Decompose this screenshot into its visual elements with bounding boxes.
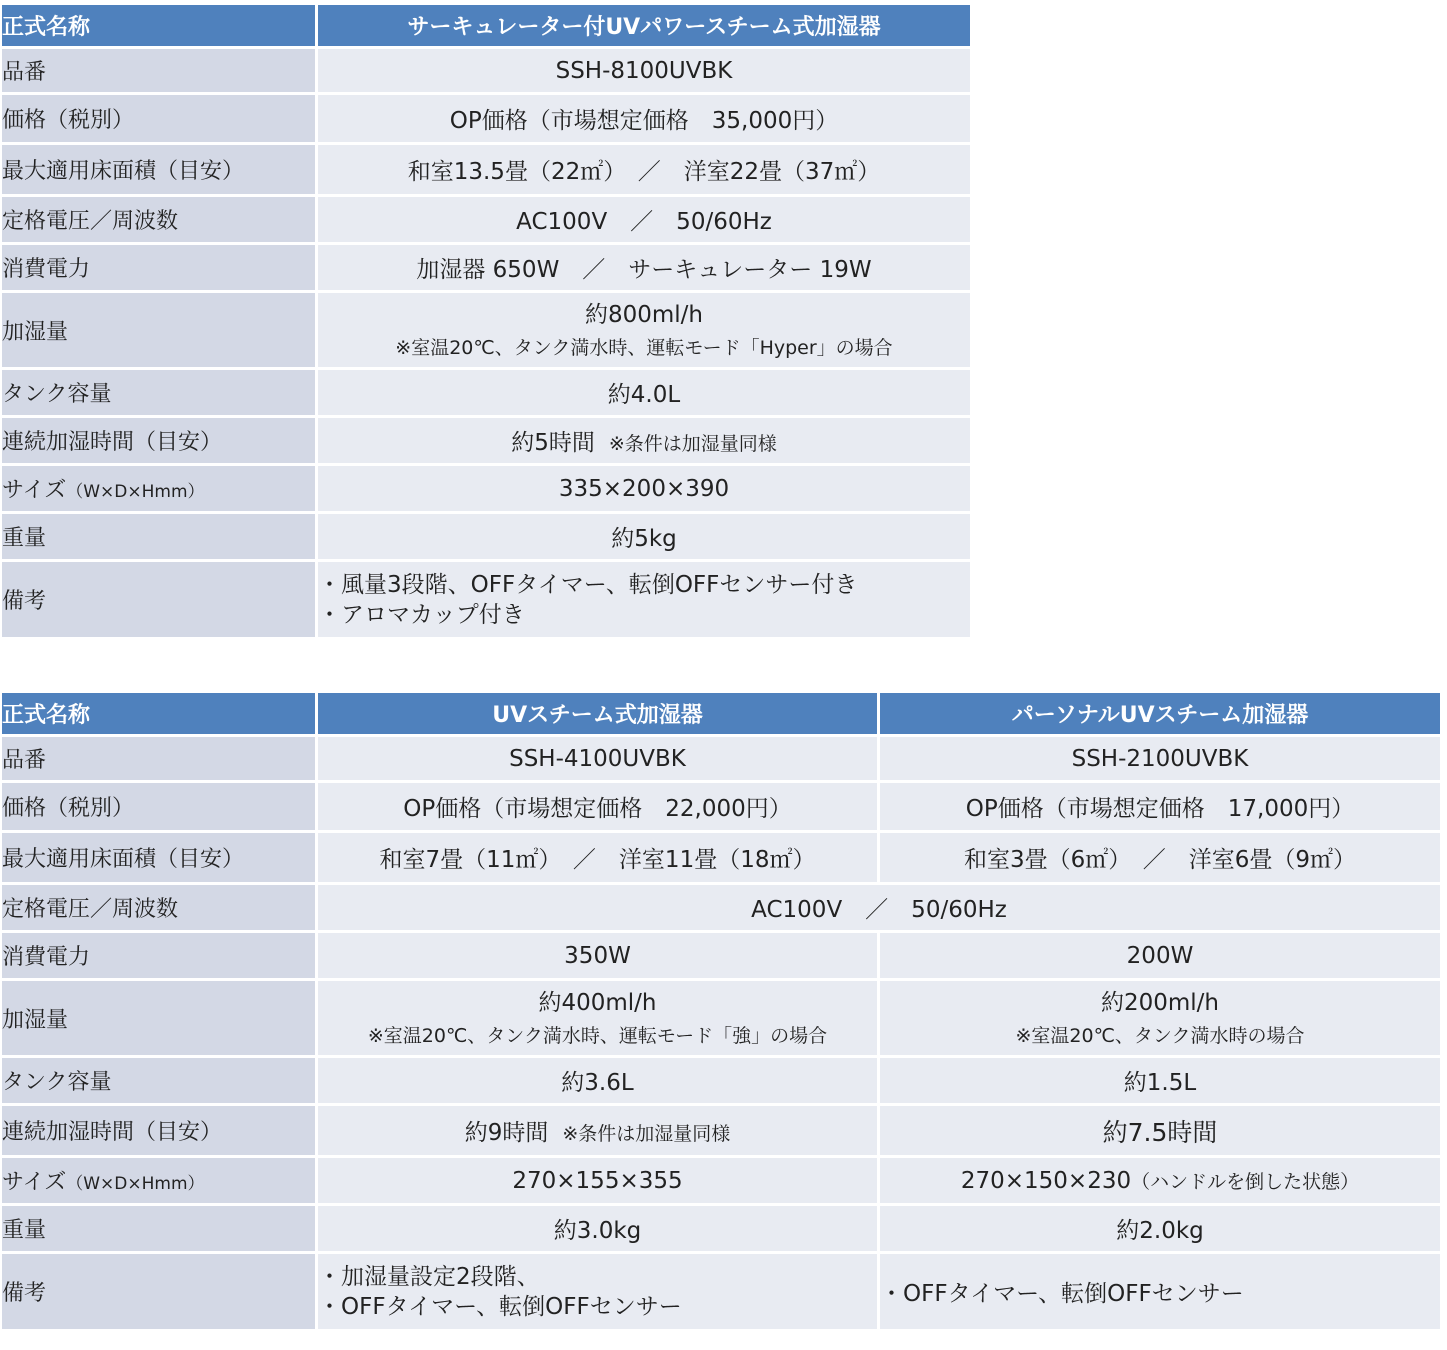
row-label: 定格電圧／周波数 [2,197,318,242]
row-time [2,1106,1440,1155]
size-unit: （W×D×Hmm） [66,482,205,502]
row-humidification [2,981,1440,1055]
voltage-value: AC100V ／ 50/60Hz [318,197,970,242]
humidification-b-value: 約200ml/h [1100,990,1220,1016]
time-b: 約7.5時間 [880,1106,1440,1155]
row-label: 価格（税別） [2,783,318,830]
part-no-a: SSH-4100UVBK [318,737,880,780]
time-a-cell [318,1106,880,1155]
spec-table-2 [2,690,1440,1332]
time-note: ※条件は加湿量同様 [608,433,777,455]
row-power [2,245,970,290]
row-label: 連続加湿時間（目安） [2,1106,318,1155]
row-label: 定格電圧／周波数 [2,885,318,930]
row-weight [2,1206,1440,1251]
power-value: 加湿器 650W ／ サーキュレーター 19W [318,245,970,290]
size-b-cell [880,1158,1440,1203]
size-b-value: 270×150×230 [960,1168,1132,1194]
power-b: 200W [880,933,1440,978]
size-value: 335×200×390 [318,466,970,511]
humidification-value: 約800ml/h [584,302,704,328]
tank-b: 約1.5L [880,1058,1440,1103]
row-label: 備考 [2,1254,318,1329]
row-label: 最大適用床面積（目安） [2,833,318,882]
power-a: 350W [318,933,880,978]
row-area [2,145,970,194]
row-remarks [2,1254,1440,1329]
humidification-a-value: 約400ml/h [538,990,657,1016]
time-a-note: ※条件は加湿量同様 [562,1123,731,1145]
size-label-cell [2,1158,318,1203]
row-label: 備考 [2,562,318,637]
row-label: タンク容量 [2,370,318,415]
row-tank [2,370,970,415]
header-row [2,5,970,46]
row-label: 品番 [2,737,318,780]
part-no-b: SSH-2100UVBK [880,737,1440,780]
row-label: 価格（税別） [2,95,318,142]
weight-a: 約3.0kg [318,1206,880,1251]
time-a-value: 約9時間 [464,1120,549,1146]
humidification-a-cell [318,981,880,1055]
row-size [2,1158,1440,1203]
row-label: 加湿量 [2,293,318,367]
row-humidification [2,293,970,367]
weight-b: 約2.0kg [880,1206,1440,1251]
area-value: 和室13.5畳（22㎡） ／ 洋室22畳（37㎡） [318,145,970,194]
row-part-no [2,49,970,92]
row-tank [2,1058,1440,1103]
row-label: タンク容量 [2,1058,318,1103]
row-label: サイズ [2,478,67,503]
row-price [2,95,970,142]
remarks-line: ・アロマカップ付き [318,601,525,628]
row-power [2,933,1440,978]
row-area [2,833,1440,882]
size-unit: （W×D×Hmm） [66,1174,205,1194]
row-part-no [2,737,1440,780]
row-price [2,783,1440,830]
spec-table-1 [2,2,970,640]
time-cell [318,418,970,463]
row-label: 連続加湿時間（目安） [2,418,318,463]
humidification-b-note: ※室温20℃、タンク満水時の場合 [1015,1025,1305,1047]
size-b-note: （ハンドルを倒した状態） [1131,1171,1360,1193]
row-voltage [2,197,970,242]
size-a: 270×155×355 [318,1158,880,1203]
tank-value: 約4.0L [318,370,970,415]
price-b: OP価格（市場想定価格 17,000円） [880,783,1440,830]
time-value: 約5時間 [511,430,595,456]
row-label: 消費電力 [2,933,318,978]
voltage-value: AC100V ／ 50/60Hz [318,885,1440,930]
humidification-a-note: ※室温20℃、タンク満水時、運転モード「強」の場合 [367,1025,828,1047]
row-label: 加湿量 [2,981,318,1055]
header-row [2,693,1440,734]
area-b: 和室3畳（6㎡） ／ 洋室6畳（9㎡） [880,833,1440,882]
row-label: 最大適用床面積（目安） [2,145,318,194]
row-time [2,418,970,463]
remarks-b: ・OFFタイマー、転倒OFFセンサー [880,1254,1440,1329]
remarks-a-line: ・加湿量設定2段階、 [318,1263,540,1290]
row-label: 消費電力 [2,245,318,290]
area-a: 和室7畳（11㎡） ／ 洋室11畳（18㎡） [318,833,880,882]
part-no-value: SSH-8100UVBK [318,49,970,92]
header-model-b: パーソナルUVスチーム加湿器 [880,693,1440,734]
remarks-cell [318,562,970,637]
row-label: サイズ [2,1170,67,1195]
row-voltage [2,885,1440,930]
row-label: 重量 [2,1206,318,1251]
row-weight [2,514,970,559]
row-remarks [2,562,970,637]
size-label-cell [2,466,318,511]
tank-a: 約3.6L [318,1058,880,1103]
header-model-a: UVスチーム式加湿器 [318,693,880,734]
header-label: 正式名称 [2,693,318,734]
price-a: OP価格（市場想定価格 22,000円） [318,783,880,830]
weight-value: 約5kg [318,514,970,559]
remarks-a-line: ・OFFタイマー、転倒OFFセンサー [318,1293,682,1320]
row-size [2,466,970,511]
remarks-a-cell [318,1254,880,1329]
price-value: OP価格（市場想定価格 35,000円） [318,95,970,142]
header-model-name: サーキュレーター付UVパワースチーム式加湿器 [318,5,970,46]
row-label: 重量 [2,514,318,559]
humidification-cell [318,293,970,367]
header-label: 正式名称 [2,5,318,46]
humidification-note: ※室温20℃、タンク満水時、運転モード「Hyper」の場合 [395,337,893,359]
row-label: 品番 [2,49,318,92]
remarks-line: ・風量3段階、OFFタイマー、転倒OFFセンサー付き [318,571,858,598]
humidification-b-cell [880,981,1440,1055]
